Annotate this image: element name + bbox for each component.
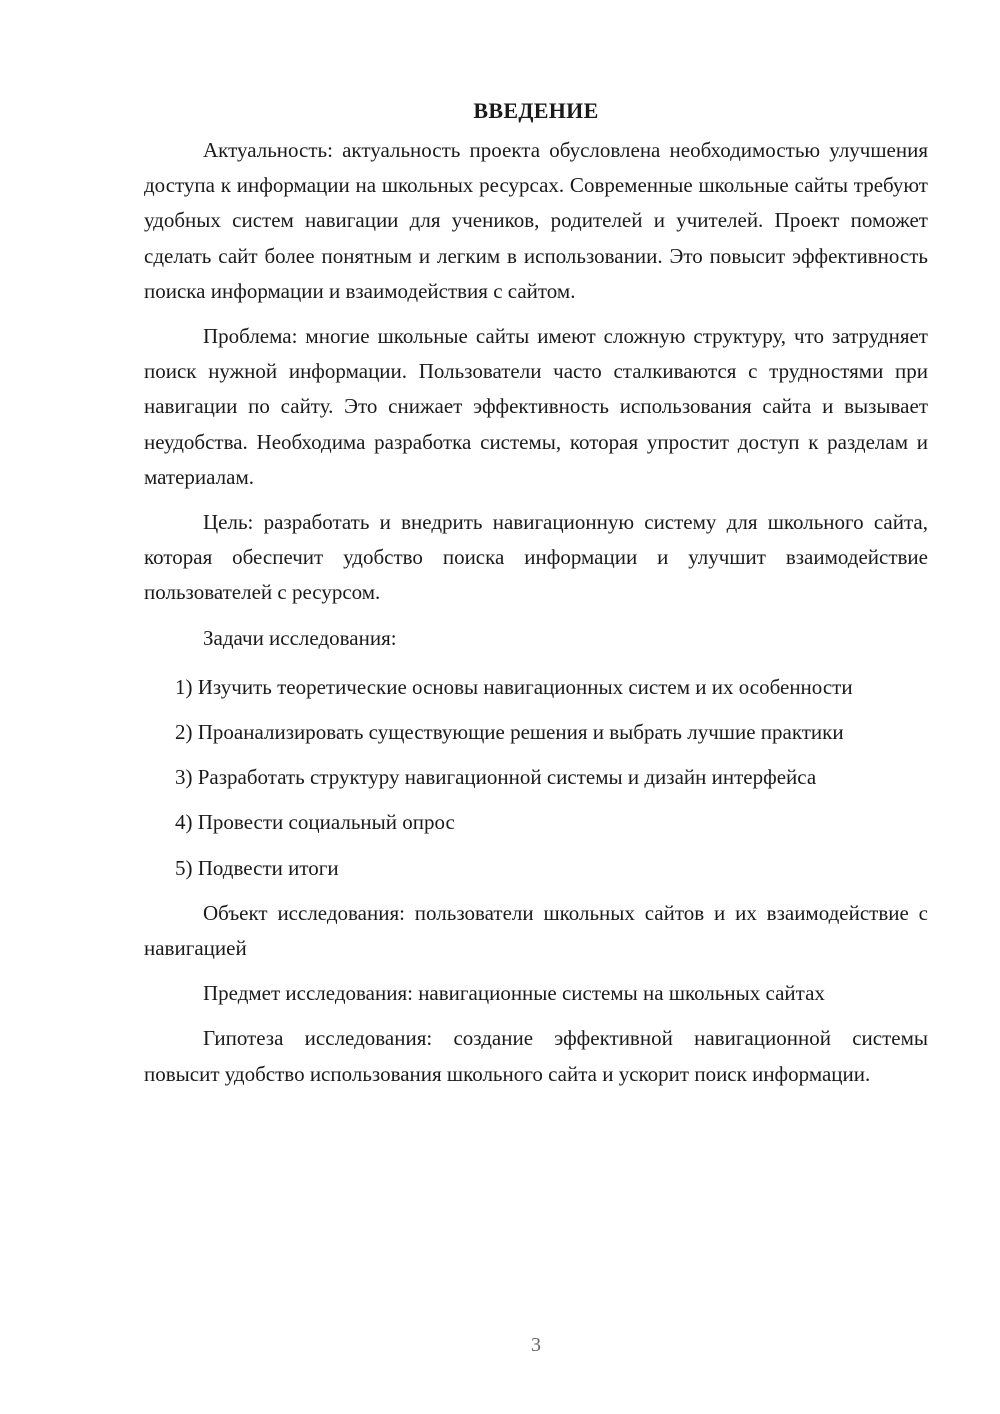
paragraph-relevance: Актуальность: актуальность проекта обусловлена необходимостью улучшения доступа к информации на школьных ресурсах. Современные школьные сайты требуют удобных систем навигации для учеников, родителей и учителей. Проект поможет сделать сайт более понятным и легким в использовании. Это повысит эффективность поиска информации и взаимодействия с сайтом. (144, 138, 928, 303)
paragraph-subject: Предмет исследования: навигационные системы на школьных сайтах (203, 981, 825, 1006)
list-item: 2) Проанализировать существующие решения и выбрать лучшие практики (175, 720, 844, 745)
list-item: 3) Разработать структуру навигационной системы и дизайн интерфейса (175, 765, 817, 790)
paragraph-hypothesis: Гипотеза исследования: создание эффективной навигационной системы повысит удобство использования школьного сайта и ускорит поиск информации. (144, 1026, 928, 1086)
paragraph-object: Объект исследования: пользователи школьных сайтов и их взаимодействие с навигацией (144, 900, 928, 961)
list-item: 5) Подвести итоги (175, 855, 339, 880)
page-number: 3 (531, 1334, 541, 1356)
paragraph-goal: Цель: разработать и внедрить навигационную систему для школьного сайта, которая обеспечит удобство поиска информации и улучшит взаимодействие пользователей с ресурсом. (144, 510, 928, 605)
paragraph-problem: Проблема: многие школьные сайты имеют сложную структуру, что затрудняет поиск нужной информации. Пользователи часто сталкиваются с трудностями при навигации по сайту. Это снижает эффективность использования сайта и вызывает неудобства. Необходима разработка системы, которая упростит доступ к разделам и материалам. (144, 324, 928, 489)
tasks-title: Задачи исследования: (203, 625, 397, 650)
page-title: ВВЕДЕНИЕ (473, 98, 599, 123)
list-item: 1) Изучить теоретические основы навигационных систем и их особенности (175, 674, 853, 699)
list-item: 4) Провести социальный опрос (175, 810, 455, 835)
document-page (144, 92, 928, 1102)
tasks-list (144, 670, 928, 886)
